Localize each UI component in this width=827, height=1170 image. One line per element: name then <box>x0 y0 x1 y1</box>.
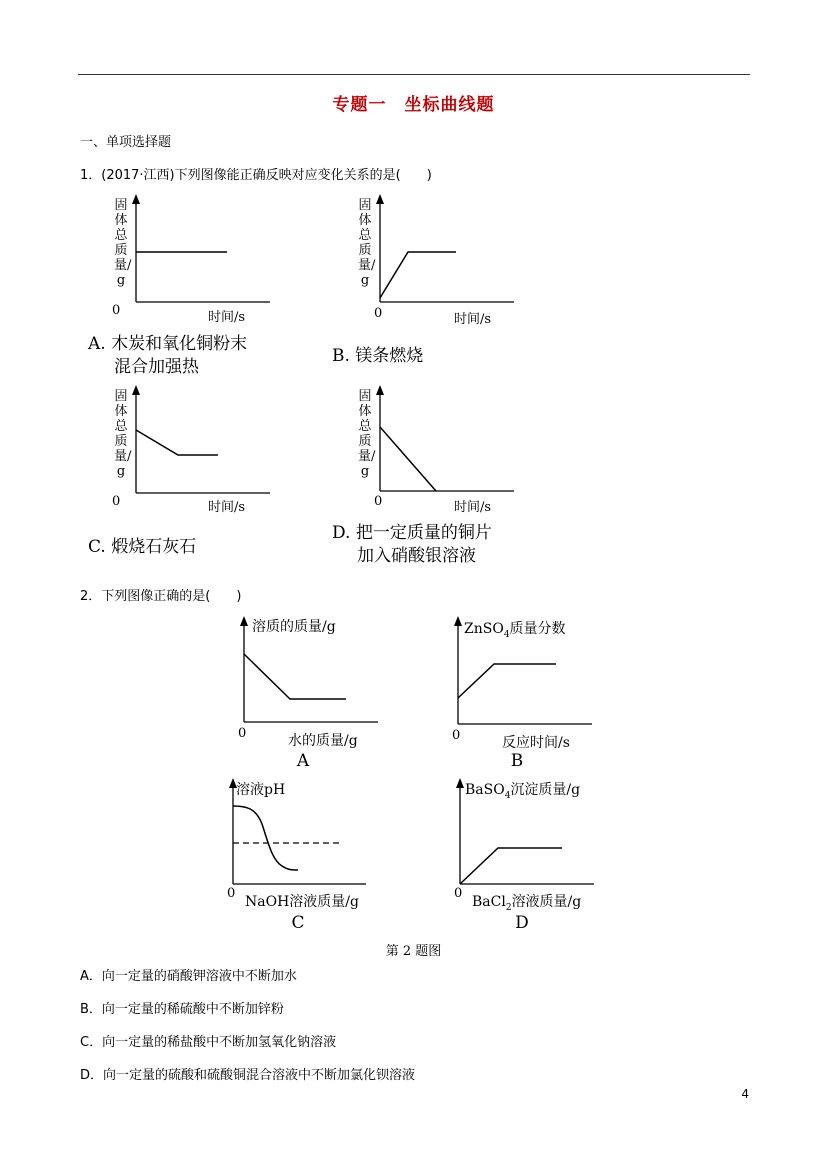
caption-line: A. 木炭和氧化铜粉末 <box>88 334 248 354</box>
q1-stem: 1．(2017·江西)下列图像能正确反映对应变化关系的是( ) <box>80 168 432 183</box>
origin-label: 0 <box>374 494 383 509</box>
x-axis-label: 水的质量/g <box>288 733 358 749</box>
q2-graph-b <box>442 612 622 771</box>
q2-stem: 2．下列图像正确的是( ) <box>80 589 242 604</box>
graph-letter: B <box>510 751 524 771</box>
q1-graph-a <box>100 190 280 330</box>
x-axis-label <box>472 891 581 913</box>
q1-graph-d <box>344 383 524 523</box>
y-axis-label: 固体总质量/g <box>114 389 132 479</box>
q2-graph-c <box>216 774 396 933</box>
y-axis-label: 溶质的质量/g <box>252 619 336 635</box>
section-heading: 一、单项选择题 <box>80 135 172 150</box>
x-axis-label: 时间/s <box>454 500 492 515</box>
label-part: 质量分数 <box>509 621 566 637</box>
q1-caption-d <box>332 522 492 568</box>
q1-graph-c <box>100 383 280 523</box>
origin-label: 0 <box>112 303 121 318</box>
caption-line: 混合加强热 <box>114 357 199 377</box>
caption-line: C. 煅烧石灰石 <box>88 537 197 557</box>
y-axis-label: 固体总质量/g <box>114 198 132 288</box>
figure-caption: 第 2 题图 <box>385 944 442 959</box>
x-axis-label: NaOH溶液质量/g <box>245 894 359 910</box>
q1-caption-b <box>332 345 423 368</box>
q2-graph-d <box>444 774 624 933</box>
graph-letter: A <box>296 751 310 771</box>
y-axis-label: 固体总质量/g <box>358 198 376 288</box>
curve <box>244 654 346 699</box>
page-title: 专题一 坐标曲线题 <box>332 95 495 115</box>
curve <box>136 430 218 455</box>
y-axis-label: 固体总质量/g <box>358 389 376 479</box>
curve <box>233 806 298 870</box>
q1-caption-a <box>88 333 247 379</box>
label-subscript: 4 <box>503 629 510 640</box>
curve <box>458 664 556 698</box>
origin-label: 0 <box>454 886 463 901</box>
origin-label: 0 <box>238 726 247 741</box>
curve <box>380 252 456 298</box>
caption-line: D. 把一定质量的铜片 <box>332 523 492 543</box>
x-axis-label: 反应时间/s <box>502 735 570 751</box>
q2-option-d: D．向一定量的硫酸和硫酸铜混合溶液中不断加氯化钡溶液 <box>80 1068 416 1083</box>
origin-label: 0 <box>452 728 461 743</box>
caption-line: B. 镁条燃烧 <box>332 346 424 366</box>
label-part: BaCl <box>472 894 506 910</box>
graph-letter: C <box>291 913 305 933</box>
x-axis-label: 时间/s <box>208 500 246 515</box>
q2-option-c: C．向一定量的稀盐酸中不断加氢氧化钠溶液 <box>80 1035 337 1050</box>
q2-option-a: A．向一定量的硝酸钾溶液中不断加水 <box>80 969 297 984</box>
y-axis-label: 溶液pH <box>236 782 286 798</box>
label-part: 沉淀质量/g <box>510 782 581 798</box>
x-axis-label: 时间/s <box>208 310 246 325</box>
label-part: 溶液质量/g <box>511 894 582 910</box>
header-rule <box>78 74 750 75</box>
y-axis-label <box>464 618 566 640</box>
label-part: BaSO <box>465 782 505 798</box>
x-axis-label: 时间/s <box>454 312 492 327</box>
y-axis-label <box>465 779 580 801</box>
curve <box>460 848 562 884</box>
label-part: ZnSO <box>464 621 504 637</box>
q2-graph-a <box>228 612 408 771</box>
label-subscript: 4 <box>504 790 511 801</box>
q1-caption-c <box>88 536 196 559</box>
page-number: 4 <box>741 1087 749 1101</box>
q1-graph-b <box>344 190 524 330</box>
caption-line: 加入硝酸银溶液 <box>357 546 476 566</box>
graph-letter: D <box>515 913 529 933</box>
origin-label: 0 <box>227 886 236 901</box>
origin-label: 0 <box>374 306 383 321</box>
q2-option-b: B．向一定量的稀硫酸中不断加锌粉 <box>80 1002 284 1017</box>
origin-label: 0 <box>112 494 121 509</box>
label-subscript: 2 <box>505 902 512 913</box>
curve <box>380 427 436 491</box>
